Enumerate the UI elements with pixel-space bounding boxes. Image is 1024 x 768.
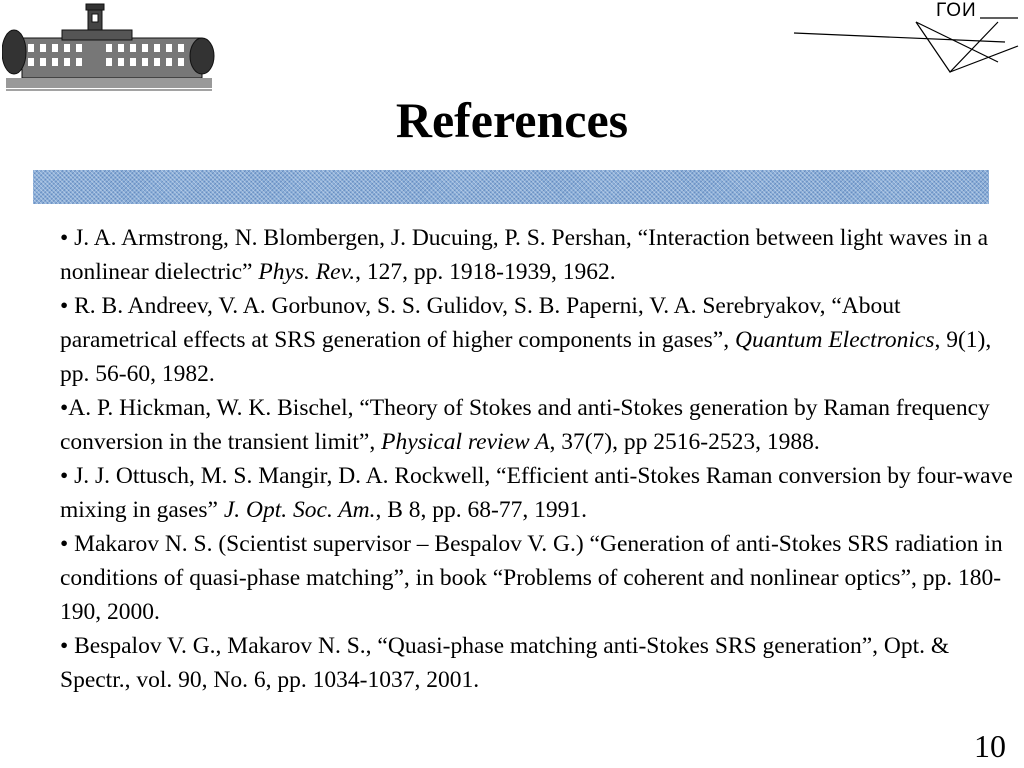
reference-details: , 127, pp. 1918-1939, 1962. bbox=[355, 259, 616, 285]
reference-bullet: • bbox=[60, 531, 75, 557]
header-decorative-band bbox=[33, 170, 989, 204]
reference-text: A. P. Hickman, W. K. Bischel, “Theory of Stokes and anti-Stokes generation by Raman frequency conversion in the transient limit”, bbox=[60, 395, 990, 455]
reference-item bbox=[60, 221, 1015, 289]
reference-list bbox=[60, 221, 1015, 697]
reference-details: , B 8, pp. 68-77, 1991. bbox=[375, 497, 587, 523]
reference-bullet: • bbox=[60, 463, 75, 489]
reference-item bbox=[60, 391, 1015, 459]
reference-text: J. A. Armstrong, N. Blombergen, J. Ducuing, P. S. Pershan, “Interaction between light waves in a nonlinear dielectric” bbox=[60, 225, 989, 285]
reference-bullet: • bbox=[60, 395, 69, 421]
reference-item bbox=[60, 289, 1015, 391]
reference-bullet: • bbox=[60, 293, 75, 319]
reference-bullet: • bbox=[60, 633, 75, 659]
reference-journal: Quantum Electronics bbox=[734, 327, 935, 353]
reference-bullet: • bbox=[60, 225, 75, 251]
reference-text: J. J. Ottusch, M. S. Mangir, D. A. Rockwell, “Efficient anti-Stokes Raman conversion by four-wave mixing in gases” bbox=[60, 463, 1013, 523]
reference-journal: J. Opt. Soc. Am. bbox=[223, 497, 376, 523]
reference-item bbox=[60, 459, 1015, 527]
goi-emblem-icon bbox=[790, 0, 1020, 75]
reference-journal: Physical review A bbox=[381, 429, 550, 455]
reference-details: , 37(7), pp 2516-2523, 1988. bbox=[549, 429, 820, 455]
goi-logo-text: ГОИ bbox=[936, 0, 977, 21]
page-number: 10 bbox=[974, 728, 1006, 764]
reference-item bbox=[60, 527, 1015, 629]
page-title: References bbox=[395, 91, 629, 148]
reference-details: , 9(1), pp. 56-60, 1982. bbox=[60, 327, 992, 387]
reference-text: Makarov N. S. (Scientist supervisor – Bespalov V. G.) “Generation of anti-Stokes SRS radiation in conditions of quasi-phase matching”, in book “Problems of coherent and nonlinear optics”, pp. 180-190, 2000. bbox=[60, 531, 1003, 625]
reference-journal: Phys. Rev. bbox=[258, 259, 356, 285]
building-logo-icon bbox=[2, 0, 216, 98]
reference-text: R. B. Andreev, V. A. Gorbunov, S. S. Gulidov, S. B. Paperni, V. A. Serebryakov, “About parametrical effects at SRS generation of higher components in gases”, bbox=[60, 293, 901, 353]
reference-item bbox=[60, 629, 1015, 697]
reference-text: Bespalov V. G., Makarov N. S., “Quasi-phase matching anti-Stokes SRS generation”, Opt. & Spectr., vol. 90, No. 6, pp. 1034-1037, 2001. bbox=[60, 633, 950, 693]
